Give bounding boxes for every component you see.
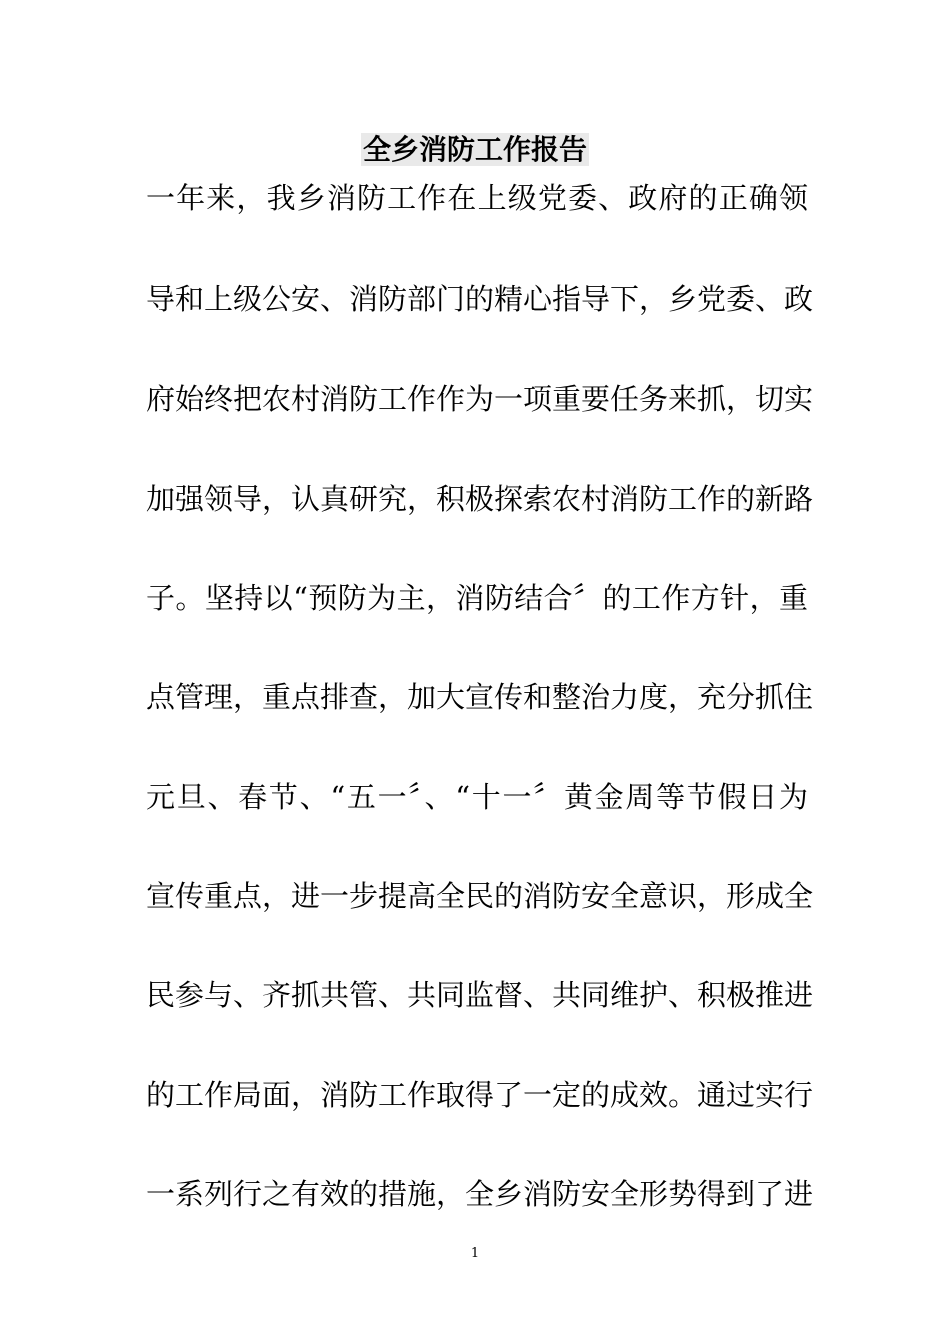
body-line-11: 一系列行之有效的措施，全乡消防安全形势得到了进 — [146, 1177, 814, 1211]
body-line-3: 府始终把农村消防工作作为一项重要任务来抓，切实 — [146, 382, 814, 416]
body-line-2: 导和上级公安、消防部门的精心指导下，乡党委、政 — [146, 282, 814, 316]
body-line-5: 子。坚持以“预防为主，消防结合〞的工作方针，重 — [146, 581, 808, 615]
body-line-8: 宣传重点，进一步提高全民的消防安全意识，形成全 — [146, 879, 814, 913]
body-line-10: 的工作局面，消防工作取得了一定的成效。通过实行 — [146, 1078, 814, 1112]
document-title — [0, 128, 950, 172]
body-line-7: 元旦、春节、“五一〞、“十一〞黄金周等节假日为 — [146, 780, 808, 814]
page-number: 1 — [470, 1246, 480, 1261]
body-line-1: 一年来，我乡消防工作在上级党委、政府的正确领 — [146, 181, 808, 215]
body-line-9: 民参与、齐抓共管、共同监督、共同维护、积极推进 — [146, 978, 814, 1012]
document-title-text: 全乡消防工作报告 — [362, 133, 587, 166]
body-line-4: 加强领导，认真研究，积极探索农村消防工作的新路 — [146, 482, 814, 516]
body-line-6: 点管理，重点排查，加大宣传和整治力度，充分抓住 — [146, 680, 814, 714]
